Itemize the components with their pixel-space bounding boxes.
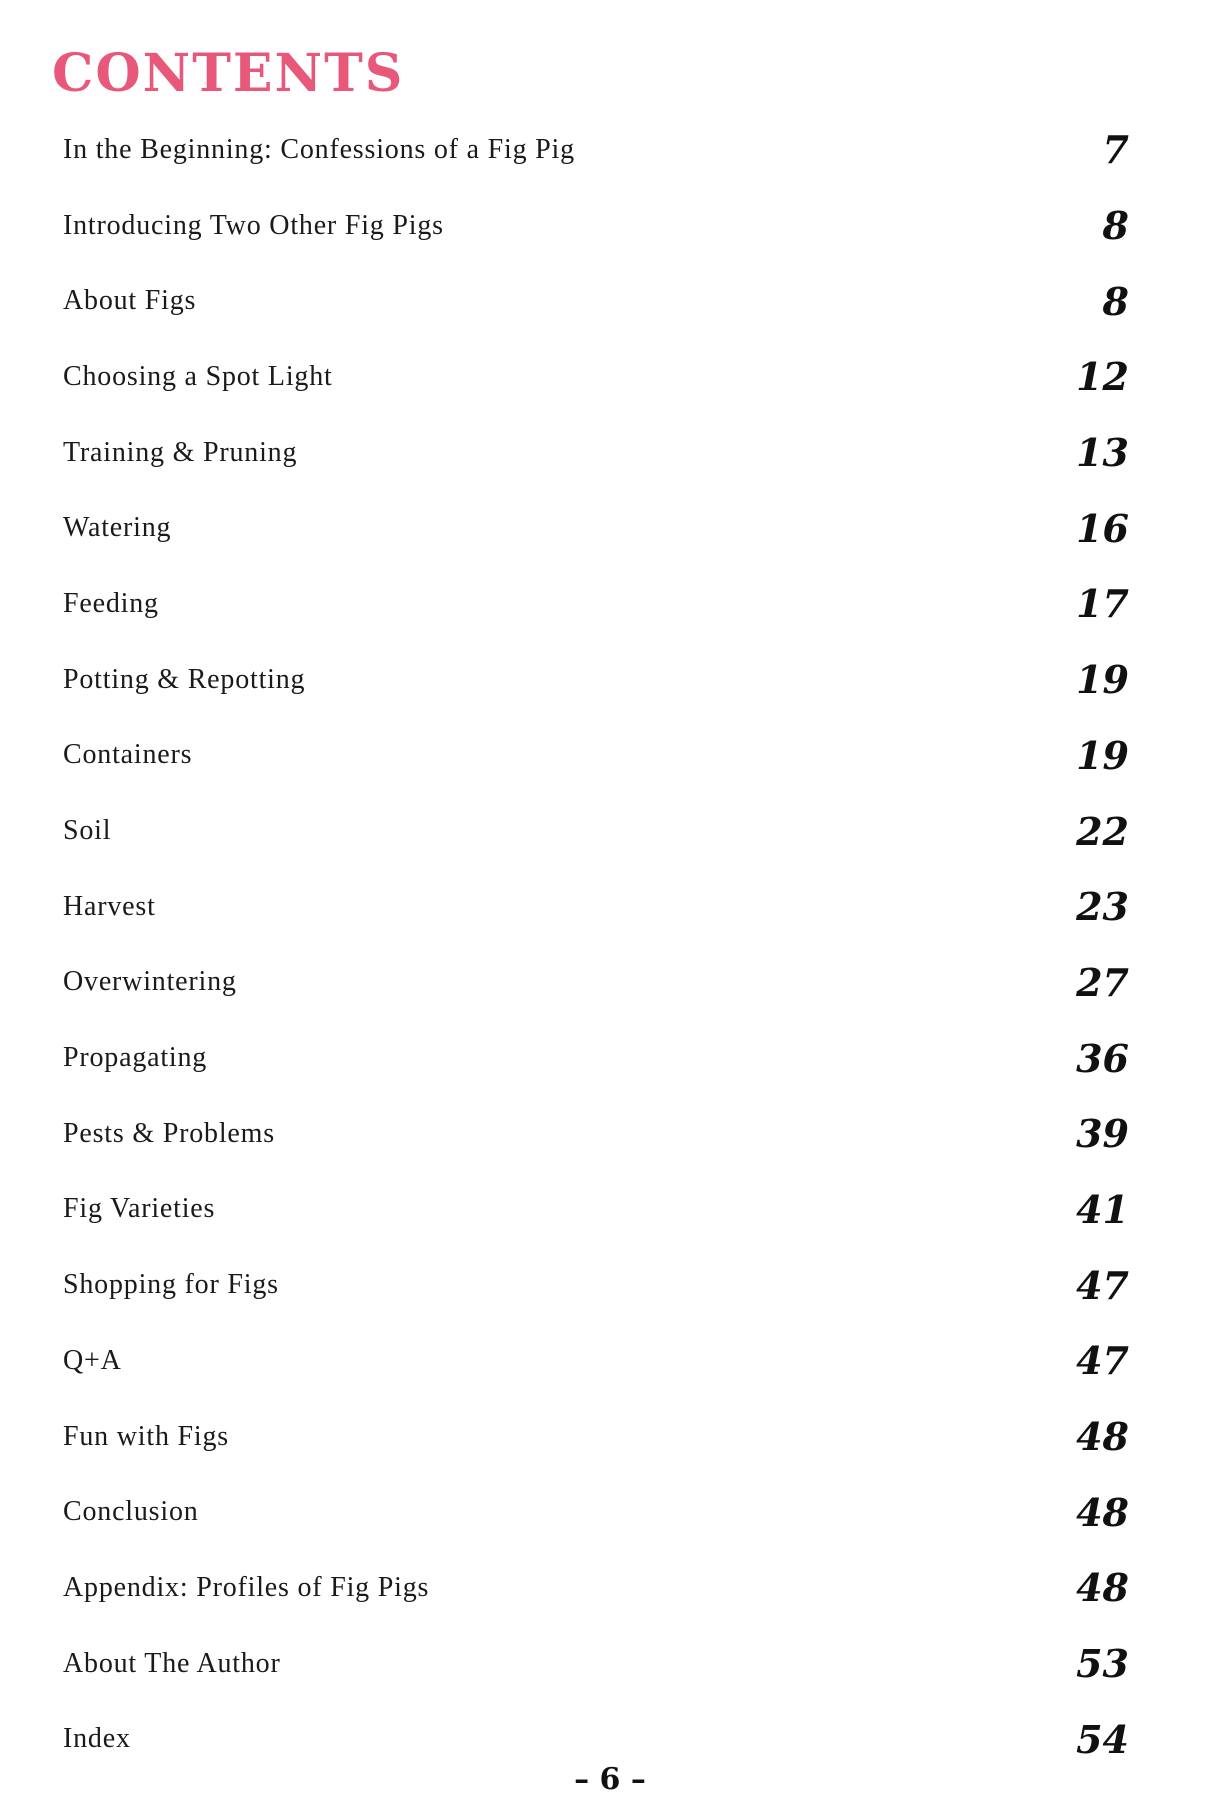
toc-entry-title: In the Beginning: Confessions of a Fig Pig	[63, 133, 575, 165]
toc-entry-page: 13	[1076, 430, 1129, 476]
toc-entry-title: Conclusion	[63, 1496, 199, 1528]
toc-entry-title: Propagating	[63, 1042, 208, 1074]
toc-entry	[63, 188, 1129, 264]
toc-entry-page: 27	[1076, 959, 1129, 1005]
toc-entry-title: Harvest	[63, 890, 156, 922]
toc-entry	[63, 1096, 1129, 1172]
toc-entry-page: 8	[1102, 203, 1129, 249]
toc-entry-page: 48	[1076, 1565, 1129, 1611]
toc-entry	[63, 490, 1129, 566]
toc-entry-page: 22	[1076, 808, 1129, 854]
toc-entry	[63, 566, 1129, 642]
toc-entry-title: Introducing Two Other Fig Pigs	[63, 209, 444, 241]
toc-entry	[63, 263, 1129, 339]
toc-entry-title: Q+A	[63, 1344, 122, 1376]
toc-entry-page: 36	[1076, 1035, 1129, 1081]
toc-entry	[63, 112, 1129, 188]
toc-entry-title: Overwintering	[63, 966, 237, 998]
toc-entry-title: Appendix: Profiles of Fig Pigs	[63, 1571, 430, 1603]
toc-entry	[63, 642, 1129, 718]
toc-entry	[63, 793, 1129, 869]
toc-entry-page: 17	[1076, 581, 1129, 627]
toc-entry-page: 41	[1076, 1186, 1129, 1232]
toc-entry-page: 54	[1076, 1716, 1129, 1762]
toc-entry-title: Index	[63, 1723, 131, 1755]
toc-entry	[63, 1474, 1129, 1550]
toc-entry-page: 19	[1076, 732, 1129, 778]
toc-entry-page: 16	[1076, 505, 1129, 551]
toc-entry	[63, 1172, 1129, 1248]
page-title: CONTENTS	[52, 43, 405, 104]
table-of-contents	[63, 112, 1129, 1777]
toc-entry	[63, 339, 1129, 415]
toc-entry	[63, 869, 1129, 945]
toc-entry-page: 48	[1076, 1414, 1129, 1460]
toc-entry-page: 19	[1076, 657, 1129, 703]
toc-entry	[63, 945, 1129, 1021]
toc-entry	[63, 1399, 1129, 1475]
toc-entry-page: 8	[1102, 278, 1129, 324]
toc-entry-title: Shopping for Figs	[63, 1269, 279, 1301]
toc-entry-page: 39	[1076, 1111, 1129, 1157]
toc-entry-title: Potting & Repotting	[63, 663, 306, 695]
toc-entry-page: 53	[1076, 1641, 1129, 1687]
toc-entry	[63, 718, 1129, 794]
toc-entry-title: Pests & Problems	[63, 1117, 275, 1149]
toc-entry-title: Feeding	[63, 587, 159, 619]
toc-entry	[63, 1247, 1129, 1323]
toc-entry	[63, 1020, 1129, 1096]
toc-entry	[63, 415, 1129, 491]
toc-entry-page: 12	[1076, 354, 1129, 400]
toc-entry-page: 48	[1076, 1489, 1129, 1535]
toc-entry-title: Containers	[63, 739, 193, 771]
toc-entry-title: Training & Pruning	[63, 436, 298, 468]
toc-entry-page: 7	[1102, 127, 1129, 173]
toc-entry-page: 47	[1076, 1262, 1129, 1308]
toc-entry-title: About The Author	[63, 1647, 281, 1679]
toc-entry-title: Fun with Figs	[63, 1420, 229, 1452]
toc-entry-title: Soil	[63, 815, 112, 847]
toc-entry-page: 23	[1076, 884, 1129, 930]
toc-entry	[63, 1626, 1129, 1702]
page-number: – 6 –	[574, 1762, 646, 1797]
toc-entry	[63, 1550, 1129, 1626]
toc-entry	[63, 1323, 1129, 1399]
toc-entry-title: Fig Varieties	[63, 1193, 216, 1225]
toc-entry-page: 47	[1076, 1338, 1129, 1384]
toc-entry-title: Watering	[63, 512, 172, 544]
toc-entry-title: Choosing a Spot Light	[63, 360, 333, 392]
toc-entry-title: About Figs	[63, 285, 197, 317]
